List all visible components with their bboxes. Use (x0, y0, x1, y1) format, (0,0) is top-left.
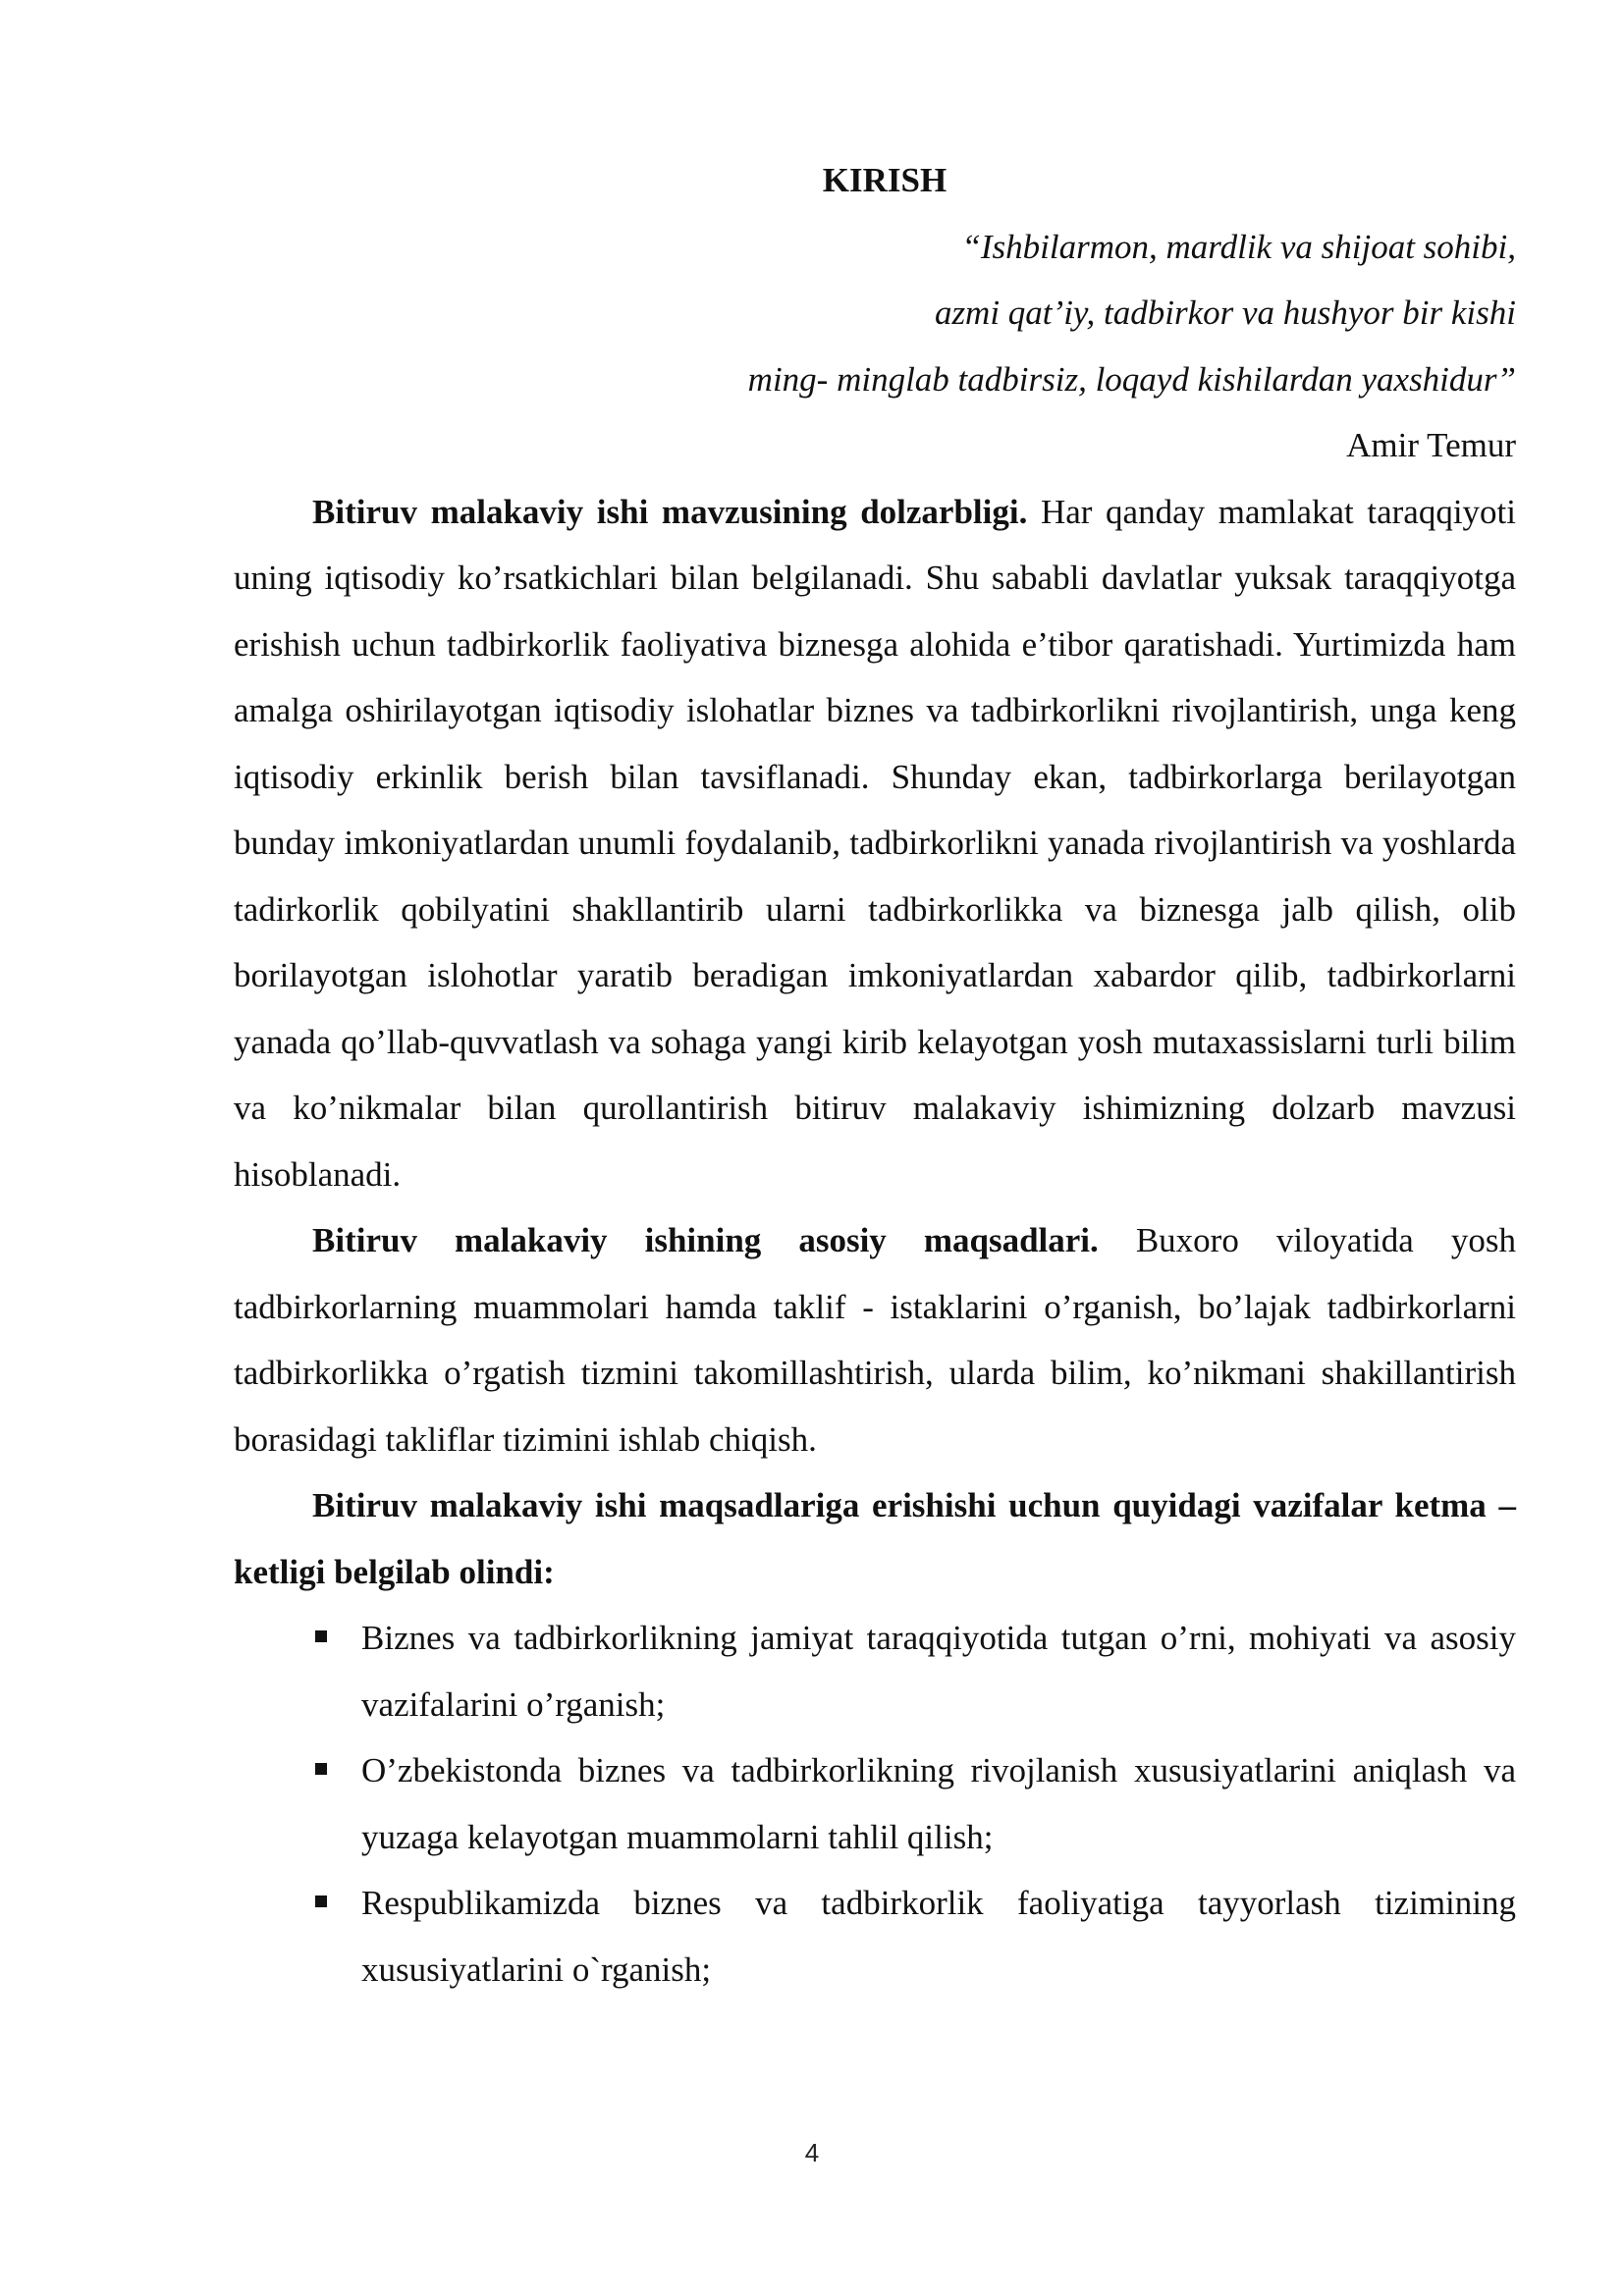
epigraph-line: azmi qat’iy, tadbirkor va hushyor bir kishi (934, 294, 1516, 332)
epigraph-author: Amir Temur (1346, 426, 1516, 464)
epigraph (234, 214, 1516, 413)
square-bullet-icon (315, 1630, 327, 1642)
task-text: O’zbekistonda biznes va tadbirkorlikning rivojlanish xususiyatlarini aniqlash va yuzaga kelayotgan muammolarni tahlil qilish; (361, 1751, 1516, 1856)
relevance-heading: Bitiruv malakaviy ishi mavzusining dolzarbligi. (312, 492, 1028, 531)
square-bullet-icon (315, 1763, 327, 1775)
document-page (234, 147, 1516, 2002)
relevance-text: Har qanday mamlakat taraqqiyoti uning iqtisodiy ko’rsatkichlari bilan belgilanadi. Shu sababli davlatlar yuksak taraqqiyotga erishish uchun tadbirkorlik faoliyativa biznesga alohida e’tibor qaratishadi. Yurtimizda ham amalga oshirilayotgan iqtisodiy islohatlar biznes va tadbirkorlikni rivojlantirish, unga keng iqtisodiy erkinlik berish bilan tavsiflanadi. Shunday ekan, tadbirkorlarga berilayotgan bunday imkoniyatlardan unumli foydalanib, tadbirkorlikni yanada rivojlantirish va yoshlarda tadirkorlik qobilyatini shakllantirib ularni tadbirkorlikka va biznesga jalb qilish, olib borilayotgan islohotlar yaratib beradigan imkoniyatlardan xabardor qilib, tadbirkorlarni yanada qo’llab-quvvatlash va sohaga yangi kirib kelayotgan yosh mutaxassislarni turli bilim va ko’nikmalar bilan qurollantirish bitiruv malakaviy ishimizning dolzarb mavzusi hisoblanadi. (234, 492, 1516, 1194)
list-item (234, 1737, 1516, 1870)
list-item (234, 1605, 1516, 1737)
page-number: 4 (804, 2138, 820, 2167)
task-text: Biznes va tadbirkorlikning jamiyat taraqqiyotida tutgan o’rni, mohiyati va asosiy vazifalarini o’rganish; (361, 1619, 1516, 1724)
goals-paragraph (234, 1207, 1516, 1472)
epigraph-line: ming- minglab tadbirsiz, loqayd kishilardan yaxshidur” (747, 359, 1516, 399)
task-list (234, 1605, 1516, 2002)
tasks-heading: Bitiruv malakaviy ishi maqsadlariga erishishi uchun quyidagi vazifalar ketma – ketligi belgilab olindi: (234, 1486, 1516, 1591)
square-bullet-icon (315, 1896, 327, 1907)
relevance-paragraph (234, 479, 1516, 1208)
goals-heading: Bitiruv malakaviy ishining asosiy maqsadlari. (312, 1221, 1099, 1259)
task-text: Respublikamizda biznes va tadbirkorlik faoliyatiga tayyorlash tizimining xususiyatlarini o`rganish; (361, 1884, 1516, 1989)
goals-text: Buxoro viloyatida yosh tadbirkorlarning muammolari hamda taklif - istaklarini o’rganish, bo’lajak tadbirkorlarni tadbirkorlikka o’rgatish tizmini takomillashtirish, ularda bilim, ko’nikmani shakillantirish borasidagi takliflar tizimini ishlab chiqish. (234, 1221, 1516, 1459)
page-title: KIRISH (822, 161, 947, 199)
list-item (234, 1870, 1516, 2002)
epigraph-line: “Ishbilarmon, mardlik va shijoat sohibi, (961, 227, 1516, 266)
